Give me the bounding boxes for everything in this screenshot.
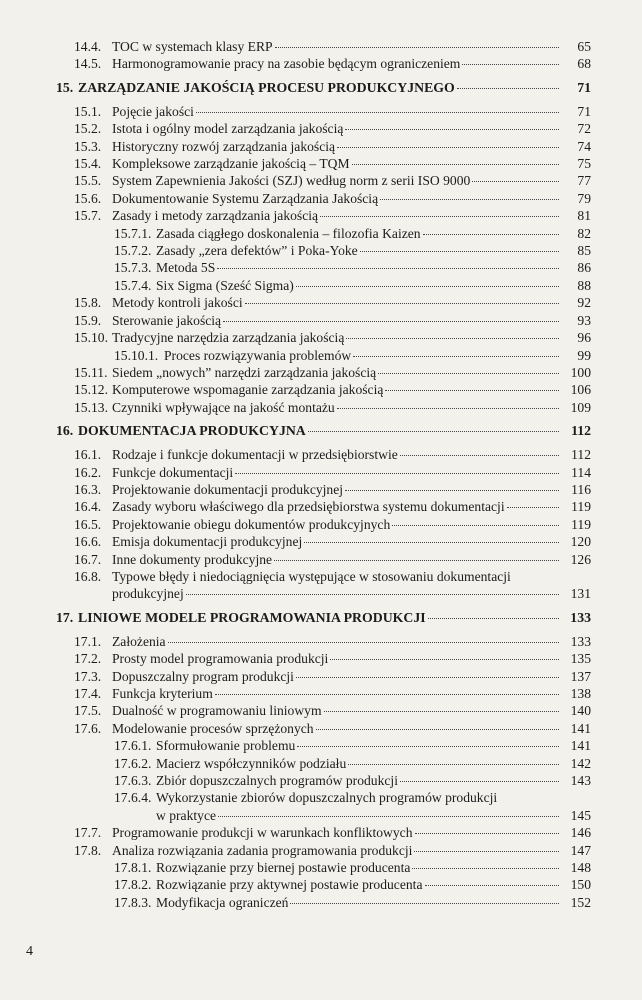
dot-leader: [400, 455, 559, 456]
toc-entry: [56, 685, 591, 702]
toc-entry: [56, 894, 591, 911]
toc-entry-title: Siedem „nowych” narzędzi zarządzania jakością: [112, 364, 377, 380]
toc-entry-title: Istota i ogólny model zarządzania jakością: [112, 121, 344, 137]
toc-page-number: 100: [570, 364, 591, 380]
toc-entry-number: 15.8.: [74, 295, 102, 311]
toc-page-number: 77: [577, 173, 591, 189]
dot-leader: [275, 47, 559, 48]
toc-chapter-heading: [56, 422, 591, 440]
dot-leader: [296, 286, 559, 287]
toc-page-number: 72: [577, 121, 591, 137]
toc-entry: [56, 55, 591, 72]
toc-entry: [56, 772, 591, 789]
dot-leader: [380, 199, 559, 200]
toc-entry-number: 17.5.: [74, 703, 102, 719]
toc-entry: [56, 103, 591, 120]
toc-entry: [56, 155, 591, 172]
dot-leader: [297, 746, 559, 747]
toc-entry-title: Zbiór dopuszczalnych programów produkcji: [156, 773, 398, 789]
toc-page-number: 74: [577, 138, 591, 154]
toc-entry-number: 17.7.: [74, 825, 102, 841]
dot-leader: [400, 781, 559, 782]
dot-leader: [360, 251, 559, 252]
toc-entry: [56, 381, 591, 398]
toc-entry-number: 15.10.1.: [114, 347, 159, 363]
toc-entry: [56, 568, 591, 603]
toc-page-number: 71: [577, 103, 591, 119]
toc-entry-title: Funkcja kryterium: [112, 686, 213, 701]
toc-entry-title: Prosty model programowania produkcji: [112, 651, 329, 667]
dot-leader: [168, 642, 559, 643]
toc-page-number: 133: [570, 609, 591, 625]
dot-leader: [235, 473, 559, 474]
toc-entry-title: Typowe błędy i niedociągnięcia występujące w stosowaniu dokumentacji: [112, 568, 511, 584]
toc-entry-number: 16.2.: [74, 464, 102, 480]
page-number: 4: [26, 944, 33, 959]
toc-entry-number: 17.8.: [74, 842, 102, 858]
dot-leader: [352, 164, 559, 165]
toc-entry-title: Inne dokumenty produkcyjne: [112, 551, 273, 567]
toc-page-number: 126: [570, 551, 591, 567]
toc-entry-title: Modyfikacja ograniczeń: [156, 894, 289, 910]
toc-page-number: 81: [577, 208, 591, 224]
toc-page-number: 96: [577, 330, 591, 346]
toc-entry: [56, 789, 591, 824]
toc-page-number: 141: [570, 738, 591, 754]
toc-entry-number: 15.7.2.: [114, 243, 152, 259]
dot-leader: [415, 833, 560, 834]
dot-leader: [423, 234, 559, 235]
toc-entry-title: Dokumentowanie Systemu Zarządzania Jakością: [112, 190, 379, 206]
toc-entry-number: 17.6.2.: [114, 755, 152, 771]
toc-entry: [56, 859, 591, 876]
toc-entry-number: 15.10.: [74, 330, 108, 346]
toc-page-number: 106: [570, 382, 591, 398]
toc-page-number: 86: [577, 260, 591, 276]
toc-page-number: 135: [570, 651, 591, 667]
toc-entry: [56, 225, 591, 242]
toc-page-number: 112: [571, 423, 591, 439]
dot-leader: [330, 659, 559, 660]
toc-entry-title: Zasady „zera defektów” i Poka-Yoke: [156, 243, 358, 259]
toc-entry-number: 14.4.: [74, 39, 102, 54]
toc-entry-number: 15.5.: [74, 173, 102, 189]
toc-page-number: 68: [577, 56, 591, 72]
toc-entry-title: Założenia: [112, 633, 166, 649]
toc-page-number: 140: [570, 703, 591, 719]
toc-entry-title: DOKUMENTACJA PRODUKCYJNA: [78, 423, 306, 439]
toc-entry: [56, 120, 591, 137]
toc-entry-number: 16.: [56, 423, 74, 439]
toc-entry-number: 17.6.3.: [114, 773, 152, 789]
dot-leader: [196, 112, 559, 113]
toc-entry-title: ZARZĄDZANIE JAKOŚCIĄ PROCESU PRODUKCYJNEGO: [78, 79, 455, 95]
toc-entry: [56, 516, 591, 533]
toc-entry: [56, 294, 591, 311]
toc-page-number: 152: [570, 894, 591, 910]
toc-entry-title: Rodzaje i funkcje dokumentacji w przedsiębiorstwie: [112, 447, 398, 463]
toc-entry-number: 15.7.3.: [114, 260, 152, 276]
toc-entry: [56, 551, 591, 568]
toc-page-number: 141: [570, 720, 591, 736]
toc-entry-number: 17.: [56, 609, 74, 625]
dot-leader: [346, 338, 559, 339]
dot-leader: [223, 321, 559, 322]
toc-entry-title: LINIOWE MODELE PROGRAMOWANIA PRODUKCJI: [78, 609, 426, 625]
toc-entry: [56, 702, 591, 719]
toc-entry-title: TOC w systemach klasy ERP: [112, 39, 273, 54]
toc-page-number: 120: [570, 534, 591, 550]
toc-page-number: 147: [570, 842, 591, 858]
toc-entry: [56, 720, 591, 737]
dot-leader: [337, 147, 559, 148]
toc-entry: [56, 446, 591, 463]
toc-page-number: 79: [577, 190, 591, 206]
toc-entry: [56, 242, 591, 259]
table-of-contents: [56, 38, 591, 911]
toc-entry-title: Wykorzystanie zbiorów dopuszczalnych programów produkcji: [156, 790, 498, 806]
dot-leader: [274, 560, 559, 561]
toc-entry-number: 17.6.1.: [114, 738, 152, 754]
toc-entry-title: Komputerowe wspomaganie zarządzania jakością: [112, 382, 384, 398]
toc-page-number: 75: [577, 156, 591, 172]
toc-entry: [56, 755, 591, 772]
toc-entry: [56, 399, 591, 416]
toc-page-number: 116: [571, 481, 591, 497]
toc-entry-first-line: [114, 789, 591, 806]
toc-entry-title: Metody kontroli jakości: [112, 295, 243, 311]
toc-entry-number: 15.3.: [74, 138, 102, 154]
toc-entry-number: 16.4.: [74, 499, 102, 515]
toc-entry-number: 15.2.: [74, 121, 102, 137]
toc-entry-number: 17.8.2.: [114, 877, 152, 893]
toc-entry-title: Emisja dokumentacji produkcyjnej: [112, 534, 303, 550]
toc-chapter-heading: [56, 79, 591, 97]
toc-entry-number: 15.4.: [74, 156, 102, 172]
toc-entry-number: 16.8.: [74, 568, 102, 584]
dot-leader: [385, 390, 559, 391]
dot-leader: [304, 542, 559, 543]
toc-page-number: 137: [570, 668, 591, 684]
toc-entry-title: Dualność w programowaniu liniowym: [112, 703, 322, 719]
toc-entry: [56, 464, 591, 481]
toc-entry: [56, 668, 591, 685]
toc-page-number: 85: [577, 243, 591, 259]
toc-page-number: 143: [570, 773, 591, 789]
toc-entry: [56, 876, 591, 893]
toc-entry-title: Zasada ciągłego doskonalenia – filozofia Kaizen: [156, 225, 421, 241]
toc-entry-title: Modelowanie procesów sprzężonych: [112, 720, 314, 736]
toc-entry-title: Programowanie produkcji w warunkach konfliktowych: [112, 825, 413, 841]
toc-entry-title: System Zapewnienia Jakości (SZJ) według norm z serii ISO 9000: [112, 173, 471, 189]
dot-leader: [218, 816, 559, 817]
toc-entry-number: 17.8.3.: [114, 894, 152, 910]
dot-leader: [345, 129, 559, 130]
toc-entry-title: Harmonogramowanie pracy na zasobie będącym ograniczeniem: [112, 56, 461, 72]
toc-page-number: 65: [577, 39, 591, 54]
toc-entry-number: 16.3.: [74, 481, 102, 497]
toc-entry: [56, 207, 591, 224]
toc-page-number: 92: [577, 295, 591, 311]
dot-leader: [217, 268, 559, 269]
toc-page-number: 148: [570, 860, 591, 876]
dot-leader: [345, 490, 559, 491]
toc-page-number: 114: [571, 464, 591, 480]
toc-entry-first-line: [74, 568, 591, 585]
dot-leader: [472, 181, 559, 182]
toc-entry: [56, 190, 591, 207]
dot-leader: [392, 525, 559, 526]
toc-page-number: 150: [570, 877, 591, 893]
toc-entry-title: Metoda 5S: [156, 260, 216, 276]
toc-entry: [56, 481, 591, 498]
toc-entry-number: 14.5.: [74, 56, 102, 72]
toc-entry: [56, 277, 591, 294]
toc-entry-title: Proces rozwiązywania problemów: [164, 347, 352, 363]
toc-entry: [56, 329, 591, 346]
toc-entry-number: 15.1.: [74, 103, 102, 119]
toc-entry-title: Historyczny rozwój zarządzania jakością: [112, 138, 336, 154]
dot-leader: [324, 711, 559, 712]
dot-leader: [414, 851, 559, 852]
dot-leader: [378, 373, 559, 374]
dot-leader: [245, 303, 559, 304]
toc-entry-number: 16.5.: [74, 516, 102, 532]
toc-entry: [56, 259, 591, 276]
toc-entry: [56, 533, 591, 550]
toc-entry: [56, 633, 591, 650]
toc-entry-number: 15.: [56, 79, 74, 95]
toc-entry-number: 15.13.: [74, 399, 108, 415]
dot-leader: [457, 88, 559, 89]
toc-page-number: 93: [577, 312, 591, 328]
dot-leader: [428, 618, 559, 619]
toc-entry-number: 15.12.: [74, 382, 108, 398]
dot-leader: [320, 216, 559, 217]
toc-page-number: 99: [577, 347, 591, 363]
toc-entry-number: 17.6.4.: [114, 790, 152, 806]
toc-entry-title: Six Sigma (Sześć Sigma): [156, 277, 294, 293]
toc-entry-title: Rozwiązanie przy aktywnej postawie producenta: [156, 877, 423, 893]
toc-entry-title: Dopuszczalny program produkcji: [112, 668, 294, 684]
toc-entry: [56, 347, 591, 364]
toc-entry-number: 17.4.: [74, 686, 102, 701]
toc-entry-title: Zasady i metody zarządzania jakością: [112, 208, 319, 224]
dot-leader: [296, 677, 559, 678]
toc-page-number: 138: [570, 686, 591, 701]
toc-entry: [56, 824, 591, 841]
toc-entry: [56, 737, 591, 754]
toc-entry-number: 16.7.: [74, 551, 102, 567]
toc-page-number: 88: [577, 277, 591, 293]
toc-entry-number: 16.6.: [74, 534, 102, 550]
toc-entry-title: Zasady wyboru właściwego dla przedsiębiorstwa systemu dokumentacji: [112, 499, 505, 515]
toc-entry-number: 16.1.: [74, 447, 102, 463]
toc-entry-continuation: [114, 807, 591, 824]
toc-entry-number: 15.7.: [74, 208, 102, 224]
dot-leader: [316, 729, 559, 730]
dot-leader: [462, 64, 559, 65]
toc-entry-title-continued: produkcyjnej: [112, 586, 184, 602]
toc-page-number: 119: [571, 499, 591, 515]
toc-entry: [56, 498, 591, 515]
toc-entry: [56, 650, 591, 667]
toc-entry-title: Sformułowanie problemu: [156, 738, 296, 754]
toc-entry-title: Analiza rozwiązania zadania programowania produkcji: [112, 842, 413, 858]
toc-entry: [56, 842, 591, 859]
toc-entry-title: Rozwiązanie przy biernej postawie producenta: [156, 860, 411, 876]
toc-entry-title-continued: w praktyce: [156, 807, 217, 823]
toc-entry-number: 15.7.4.: [114, 277, 152, 293]
toc-page-number: 133: [570, 633, 591, 649]
toc-entry-number: 17.3.: [74, 668, 102, 684]
dot-leader: [348, 764, 559, 765]
dot-leader: [215, 694, 559, 695]
dot-leader: [507, 507, 559, 508]
dot-leader: [308, 431, 559, 432]
toc-page-number: 109: [570, 399, 591, 415]
toc-entry-number: 15.11.: [74, 364, 108, 380]
dot-leader: [186, 594, 559, 595]
toc-entry-title: Projektowanie dokumentacji produkcyjnej: [112, 481, 344, 497]
toc-chapter-heading: [56, 609, 591, 627]
dot-leader: [337, 408, 559, 409]
toc-entry-title: Pojęcie jakości: [112, 103, 194, 119]
toc-page-number: 142: [570, 755, 591, 771]
toc-entry: [56, 364, 591, 381]
toc-page-number: 145: [570, 807, 591, 823]
toc-entry-number: 17.1.: [74, 633, 102, 649]
toc-entry-continuation: [74, 585, 591, 602]
toc-entry: [56, 172, 591, 189]
toc-entry-number: 15.9.: [74, 312, 102, 328]
toc-entry-number: 17.8.1.: [114, 860, 152, 876]
toc-entry-title: Czynniki wpływające na jakość montażu: [112, 399, 335, 415]
toc-entry-title: Sterowanie jakością: [112, 312, 222, 328]
toc-entry-title: Funkcje dokumentacji: [112, 464, 234, 480]
toc-page-number: 146: [570, 825, 591, 841]
toc-entry: [56, 38, 591, 55]
dot-leader: [412, 868, 559, 869]
dot-leader: [425, 885, 560, 886]
dot-leader: [353, 356, 559, 357]
toc-page-number: 112: [571, 447, 591, 463]
toc-page-number: 119: [571, 516, 591, 532]
toc-entry-title: Kompleksowe zarządzanie jakością – TQM: [112, 156, 350, 172]
toc-page-number: 131: [570, 586, 591, 602]
toc-page-number: 71: [577, 79, 591, 95]
toc-entry-number: 17.6.: [74, 720, 102, 736]
toc-entry: [56, 312, 591, 329]
toc-entry-title: Projektowanie obiegu dokumentów produkcyjnych: [112, 516, 391, 532]
toc-entry: [56, 138, 591, 155]
toc-entry-number: 15.7.1.: [114, 225, 152, 241]
toc-page-number: 82: [577, 225, 591, 241]
toc-entry-number: 15.6.: [74, 190, 102, 206]
toc-entry-number: 17.2.: [74, 651, 102, 667]
toc-entry-title: Macierz współczynników podziału: [156, 755, 347, 771]
dot-leader: [290, 903, 559, 904]
toc-entry-title: Tradycyjne narzędzia zarządzania jakością: [112, 330, 345, 346]
